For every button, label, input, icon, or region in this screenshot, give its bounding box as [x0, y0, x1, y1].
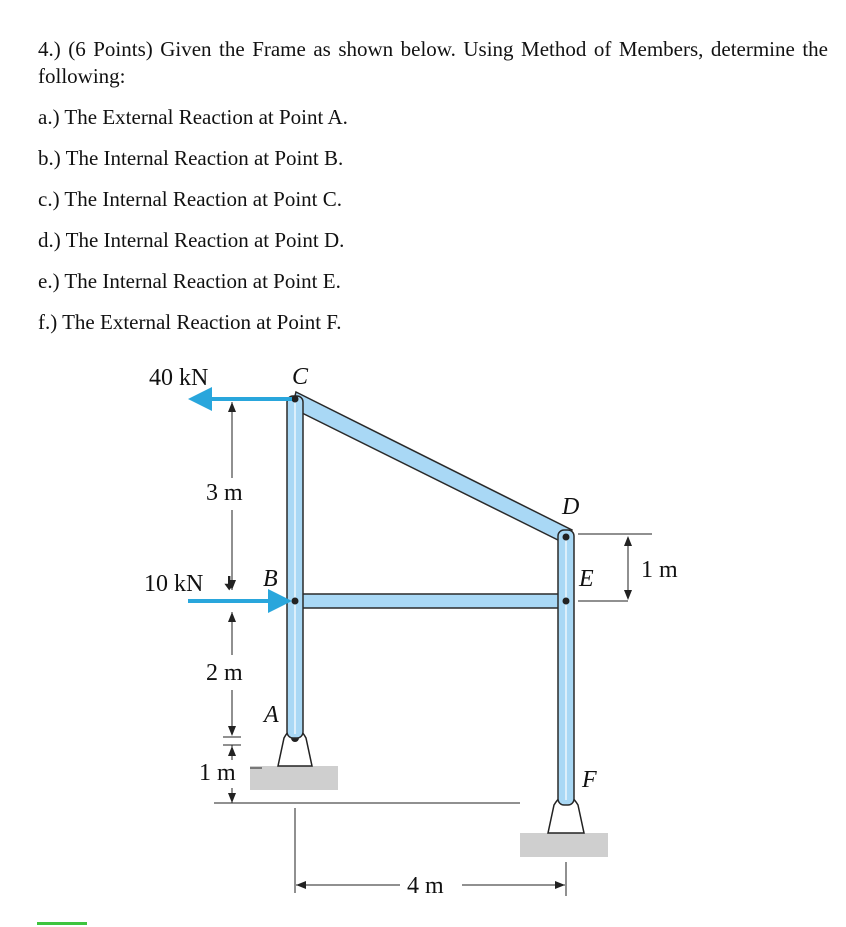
label-f: F [582, 767, 597, 793]
part-d: d.) The Internal Reaction at Point D. [38, 228, 345, 252]
label-40kn: 40 kN [149, 365, 209, 391]
label-2m: 2 m [206, 660, 243, 686]
ground-right [520, 833, 608, 857]
member-bc-diagonal [292, 392, 572, 544]
member-left-vertical [287, 396, 303, 738]
label-1m-right: 1 m [641, 557, 678, 583]
pin-c [292, 396, 299, 403]
ground-left [250, 766, 338, 790]
dim-tick-6 [228, 793, 236, 803]
dim-right-tick-bottom [624, 590, 632, 600]
dim-tick-4 [228, 726, 236, 736]
part-b: b.) The Internal Reaction at Point B. [38, 146, 344, 170]
dim-span-tick-right [555, 881, 565, 889]
label-a: A [264, 702, 279, 728]
member-be-horizontal [296, 594, 564, 608]
pin-e [563, 598, 570, 605]
label-c: C [292, 364, 309, 390]
dim-tick-5 [228, 746, 236, 756]
dim-tick-3 [228, 612, 236, 622]
label-4m: 4 m [407, 873, 444, 899]
label-3m: 3 m [206, 480, 243, 506]
pin-d [563, 534, 570, 541]
pin-b [292, 598, 299, 605]
dim-right-tick-top [624, 536, 632, 546]
label-1m-left: 1 m [199, 760, 236, 786]
green-underline-mark [37, 922, 87, 925]
dim-span-tick-left [296, 881, 306, 889]
problem-intro: 4.) (6 Points) Given the Frame as shown below. Using Method of Members, determine the following: [38, 37, 828, 88]
label-10kn: 10 kN [144, 571, 204, 597]
dim-tick-1 [228, 402, 236, 412]
part-e: e.) The Internal Reaction at Point E. [38, 269, 341, 293]
label-e: E [579, 566, 594, 592]
label-b: B [263, 566, 278, 592]
label-d: D [562, 494, 580, 520]
part-f: f.) The External Reaction at Point F. [38, 310, 342, 334]
part-c: c.) The Internal Reaction at Point C. [38, 187, 343, 211]
member-right-vertical [558, 530, 574, 805]
part-a: a.) The External Reaction at Point A. [38, 105, 348, 129]
